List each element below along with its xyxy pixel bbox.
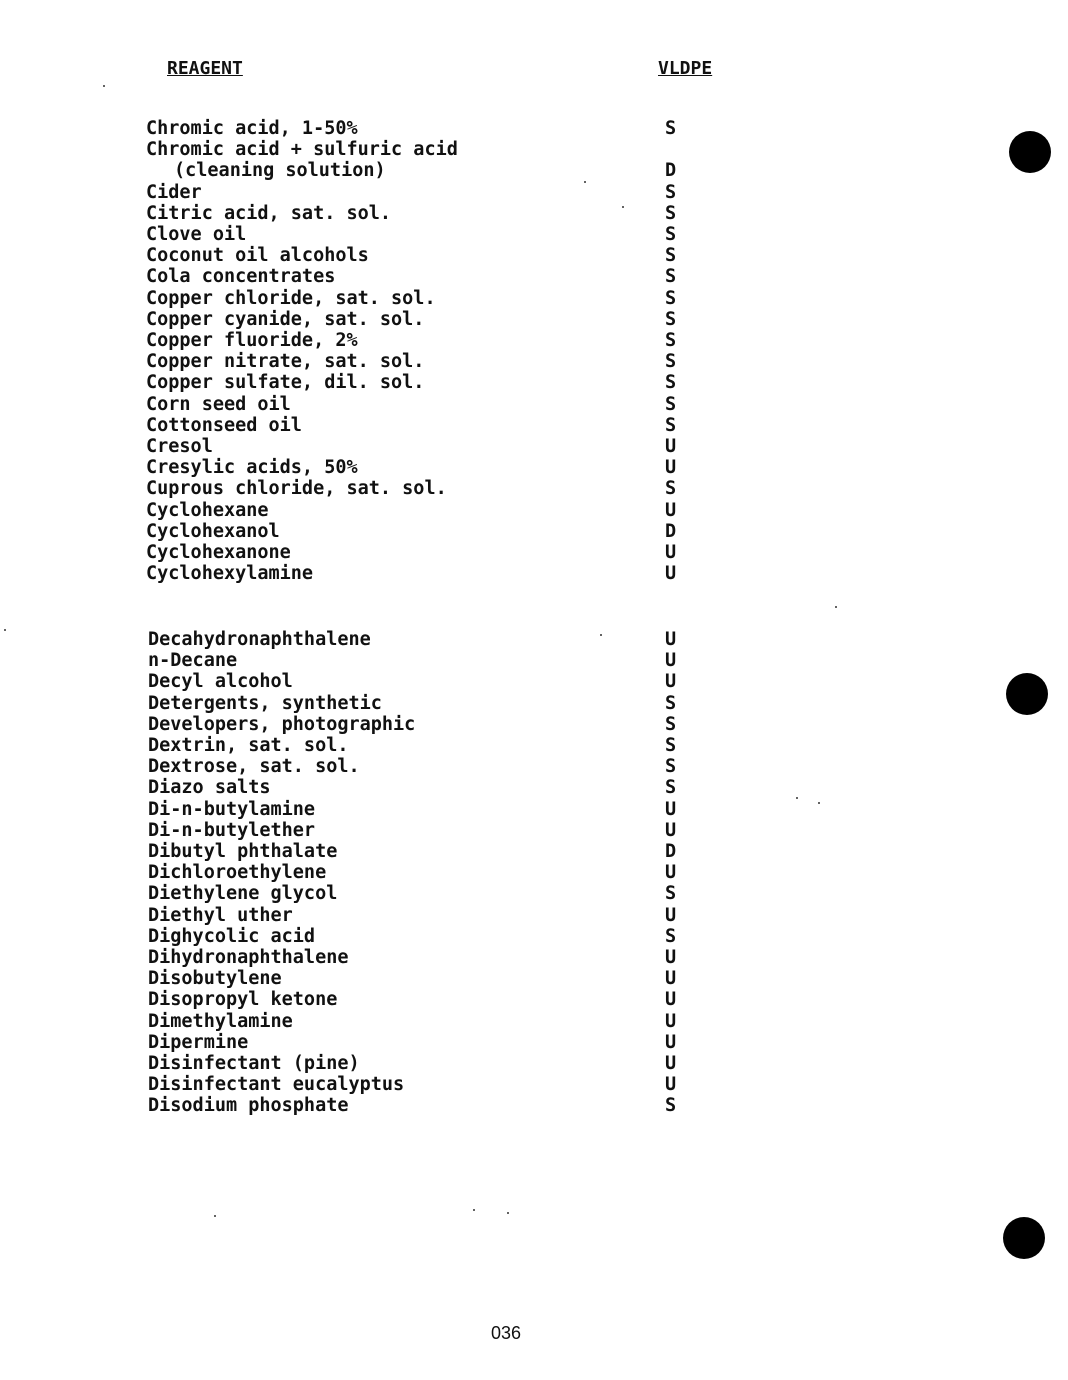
vldpe-rating: S (665, 735, 677, 756)
vldpe-column-header: VLDPE (658, 58, 713, 79)
page-number: 036 (490, 1323, 522, 1343)
reagent-name: Decahydronaphthalene (148, 629, 371, 650)
reagent-name: Disopropyl ketone (148, 989, 338, 1011)
reagent-name: Dihydronaphthalene (148, 947, 349, 968)
reagent-name: Copper cyanide, sat. sol. (146, 308, 425, 330)
table-row (0, 989, 1068, 1010)
reagent-name: Clove oil (146, 224, 247, 245)
reagent-name: Disodium phosphate (148, 1095, 349, 1117)
vldpe-rating: S (665, 330, 677, 351)
reagent-name: Developers, photographic (148, 713, 416, 735)
vldpe-rating: S (665, 393, 677, 415)
reagent-name: Diazo salts (148, 777, 271, 799)
scan-speck (796, 797, 798, 799)
reagent-name: Coconut oil alcohols (146, 245, 369, 267)
table-row (0, 820, 1068, 841)
table-row (0, 351, 1068, 372)
reagent-name: Cyclohexanol (146, 520, 280, 542)
scan-speck (4, 629, 6, 631)
vldpe-rating: U (665, 499, 677, 521)
vldpe-rating: S (665, 308, 677, 330)
vldpe-rating: U (665, 436, 677, 457)
reagent-name: Copper fluoride, 2% (146, 330, 358, 351)
vldpe-rating: U (665, 563, 677, 585)
reagent-name: n-Decane (148, 650, 238, 672)
reagent-column-header: REAGENT (167, 58, 243, 79)
scan-speck (507, 1212, 509, 1214)
reagent-name: Diethylene glycol (148, 883, 338, 905)
reagent-name: Di-n-butylamine (148, 798, 316, 820)
vldpe-rating: U (665, 989, 677, 1011)
table-row (0, 777, 1068, 798)
reagent-name: Citric acid, sat. sol. (146, 202, 392, 224)
table-row (0, 266, 1068, 287)
scan-speck (835, 606, 837, 608)
table-row (0, 650, 1068, 671)
table-row (0, 714, 1068, 735)
reagent-name: Dextrin, sat. sol. (148, 735, 349, 756)
punch-hole (1009, 131, 1051, 173)
vldpe-rating: U (665, 904, 677, 926)
vldpe-rating: U (665, 798, 677, 820)
table-row (0, 563, 1068, 584)
table-row (0, 436, 1068, 457)
table-row (0, 330, 1068, 351)
table-row (0, 500, 1068, 521)
table-row (0, 1011, 1068, 1032)
table-row (0, 182, 1068, 203)
reagent-name: Disinfectant (pine) (148, 1053, 360, 1074)
reagent-name: Cyclohexylamine (146, 563, 314, 585)
vldpe-rating: S (665, 883, 677, 905)
reagent-name: Cottonseed oil (146, 414, 302, 436)
table-row (0, 1074, 1068, 1095)
table-row (0, 1032, 1068, 1053)
table-row (0, 160, 1068, 181)
table-row (0, 799, 1068, 820)
reagent-name: Corn seed oil (146, 393, 291, 415)
reagent-name: Chromic acid + sulfuric acid (146, 139, 458, 161)
reagent-name: Disinfectant eucalyptus (148, 1074, 405, 1096)
reagent-name: Copper sulfate, dil. sol. (146, 372, 425, 394)
vldpe-rating: S (665, 692, 677, 714)
table-row (0, 926, 1068, 947)
table-row (0, 139, 1068, 160)
reagent-name: Decyl alcohol (148, 671, 293, 693)
reagent-name: Detergents, synthetic (148, 692, 382, 714)
scan-speck (473, 1209, 475, 1211)
reagent-name: Diethyl uther (148, 904, 293, 926)
vldpe-rating: S (665, 478, 677, 500)
reagent-name: Cola concentrates (146, 266, 336, 288)
table-row (0, 309, 1068, 330)
vldpe-rating: U (665, 671, 677, 693)
vldpe-rating: S (665, 777, 677, 799)
table-row (0, 947, 1068, 968)
table-row (0, 1053, 1068, 1074)
scan-speck (622, 206, 624, 208)
vldpe-rating: U (665, 1053, 677, 1074)
vldpe-rating: U (665, 629, 677, 650)
table-row (0, 288, 1068, 309)
vldpe-rating: S (665, 925, 677, 947)
table-row (0, 1095, 1068, 1116)
table-row (0, 245, 1068, 266)
reagent-name: (cleaning solution) (174, 160, 386, 182)
vldpe-rating: S (665, 372, 677, 394)
table-row (0, 671, 1068, 692)
vldpe-rating: U (665, 819, 677, 841)
vldpe-rating: U (665, 457, 677, 479)
vldpe-rating: S (665, 414, 677, 436)
reagent-name: Dextrose, sat. sol. (148, 756, 360, 778)
punch-hole (1003, 1217, 1045, 1259)
table-row (0, 756, 1068, 777)
reagent-name: Copper chloride, sat. sol. (146, 287, 436, 309)
reagent-name: Cuprous chloride, sat. sol. (146, 478, 447, 500)
table-row (0, 542, 1068, 563)
scan-speck (818, 802, 820, 804)
vldpe-rating: S (665, 287, 677, 309)
vldpe-rating: S (665, 713, 677, 735)
reagent-name: Chromic acid, 1-50% (146, 118, 358, 139)
vldpe-rating: D (665, 160, 677, 182)
reagent-name: Cresylic acids, 50% (146, 457, 358, 479)
punch-hole (1006, 673, 1048, 715)
table-row (0, 883, 1068, 904)
table-row (0, 841, 1068, 862)
reagent-name: Di-n-butylether (148, 819, 316, 841)
vldpe-rating: D (665, 520, 677, 542)
reagent-name: Cresol (146, 436, 213, 457)
reagent-name: Cyclohexanone (146, 542, 291, 563)
table-row (0, 521, 1068, 542)
vldpe-rating: S (665, 266, 677, 288)
reagent-name: Cider (146, 181, 202, 203)
vldpe-rating: S (665, 202, 677, 224)
vldpe-rating: U (665, 862, 677, 884)
scan-speck (600, 634, 602, 636)
table-row (0, 968, 1068, 989)
reagent-name: Dimethylamine (148, 1010, 293, 1032)
reagent-name: Dichloroethylene (148, 862, 327, 884)
scan-speck (214, 1215, 216, 1217)
reagent-name: Dighycolic acid (148, 925, 316, 947)
table-row (0, 394, 1068, 415)
table-row (0, 735, 1068, 756)
reagent-name: Copper nitrate, sat. sol. (146, 351, 425, 373)
vldpe-rating: S (665, 245, 677, 267)
table-row (0, 862, 1068, 883)
table-row (0, 203, 1068, 224)
table-row (0, 224, 1068, 245)
table-row (0, 629, 1068, 650)
vldpe-rating: D (665, 841, 677, 862)
scan-speck (103, 85, 105, 87)
vldpe-rating: S (665, 181, 677, 203)
table-row (0, 905, 1068, 926)
reagent-name: Disobutylene (148, 968, 282, 990)
vldpe-rating: U (665, 1010, 677, 1032)
reagent-name: Dibutyl phthalate (148, 841, 338, 862)
vldpe-rating: S (665, 756, 677, 778)
vldpe-rating: U (665, 968, 677, 990)
reagent-name: Cyclohexane (146, 499, 269, 521)
vldpe-rating: U (665, 650, 677, 672)
table-row (0, 415, 1068, 436)
vldpe-rating: U (665, 542, 677, 563)
reagent-name: Dipermine (148, 1031, 249, 1053)
scan-speck (584, 181, 586, 183)
vldpe-rating: S (665, 224, 677, 245)
vldpe-rating: U (665, 1074, 677, 1096)
table-row (0, 118, 1068, 139)
vldpe-rating: U (665, 947, 677, 968)
table-row (0, 457, 1068, 478)
vldpe-rating: U (665, 1031, 677, 1053)
table-row (0, 693, 1068, 714)
table-row (0, 478, 1068, 499)
table-row (0, 372, 1068, 393)
vldpe-rating: S (665, 351, 677, 373)
vldpe-rating: S (665, 118, 677, 139)
vldpe-rating: S (665, 1095, 677, 1117)
